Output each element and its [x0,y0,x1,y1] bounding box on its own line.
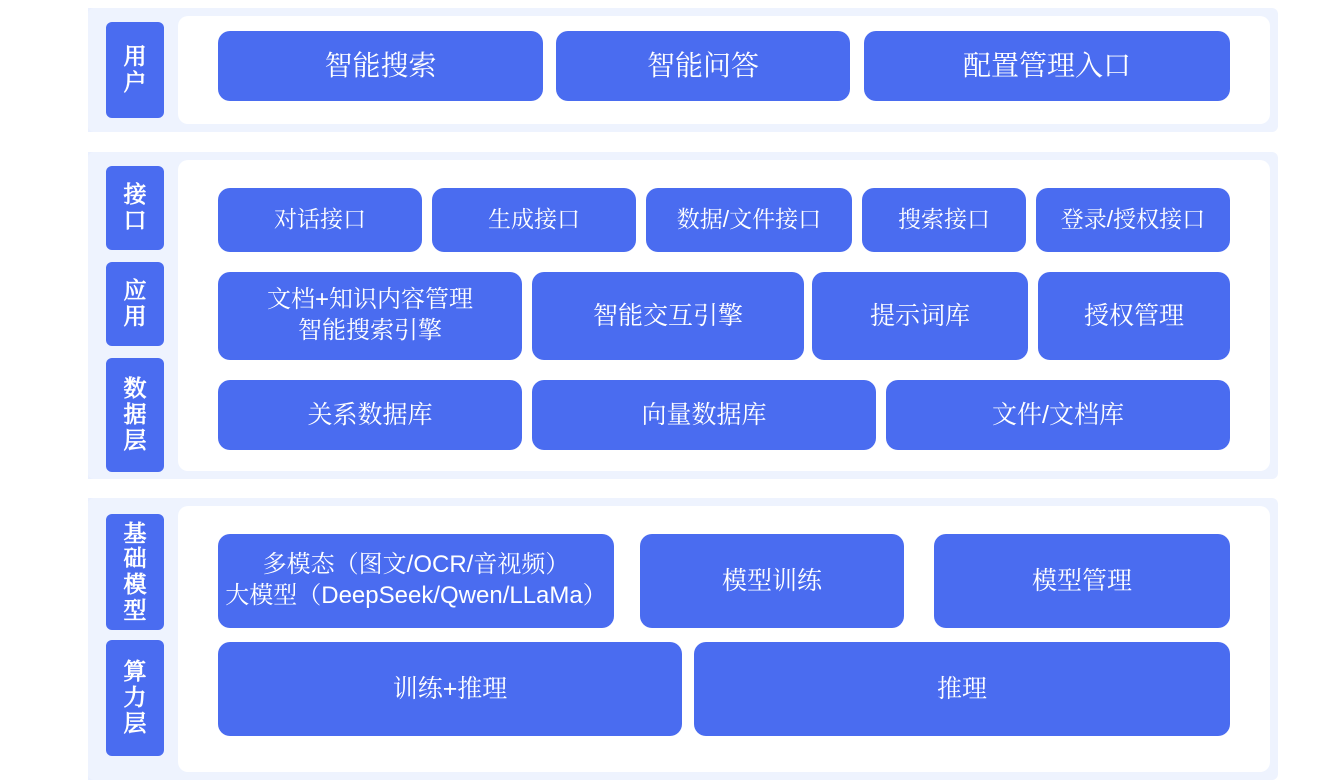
block-dialog-api[interactable] [218,188,422,252]
block-label-line-1: 多模态（图文/OCR/音视频） [262,551,570,579]
layer-label-foundation-model [106,514,164,630]
block-label: 数据/文件接口 [676,206,822,233]
block-search-api[interactable] [862,188,1026,252]
block-model-management[interactable] [934,534,1230,628]
block-prompt-library[interactable] [812,272,1028,360]
layer-label-interface [106,166,164,250]
block-data-file-api[interactable] [646,188,852,252]
block-label-line-2: 大模型（DeepSeek/Qwen/LLaMa） [225,582,607,609]
block-relational-database[interactable] [218,380,522,450]
layer-label-application [106,262,164,346]
block-interaction-engine[interactable] [532,272,804,360]
layer-label-user-text: 用户 [123,43,147,95]
block-label: 配置管理入口 [962,49,1131,81]
block-label: 提示词库 [869,301,970,330]
layer-label-foundation-model-text: 基础模型 [123,519,147,623]
block-label: 关系数据库 [307,400,433,429]
block-inference[interactable] [694,642,1230,736]
block-label: 向量数据库 [641,400,767,429]
block-training-and-inference[interactable] [218,642,682,736]
block-label: 文件/文档库 [992,400,1124,429]
block-login-auth-api[interactable] [1036,188,1230,252]
layer-label-interface-text: 接口 [123,181,147,233]
block-authorization-management[interactable] [1038,272,1230,360]
block-label: 智能搜索 [324,49,437,81]
block-vector-database[interactable] [532,380,876,450]
layer-label-compute [106,640,164,756]
layer-label-data-text: 数据层 [123,375,147,453]
block-label: 模型训练 [721,566,822,595]
layer-label-data [106,358,164,472]
block-label-line-2: 智能搜索引擎 [298,317,442,344]
block-label: 智能交互引擎 [592,301,743,330]
layer-label-compute-text: 算力层 [123,658,147,736]
block-label: 授权管理 [1083,301,1184,330]
block-label: 生成接口 [488,206,580,233]
block-label: 训练+推理 [392,674,508,703]
block-label: 智能问答 [646,49,759,81]
block-multimodal-large-model[interactable] [218,534,614,628]
layer-label-application-text: 应用 [123,277,147,329]
block-config-management-entry[interactable] [864,31,1230,101]
block-intelligent-qa[interactable] [556,31,850,101]
block-intelligent-search[interactable] [218,31,543,101]
block-label: 对话接口 [274,206,366,233]
block-file-document-store[interactable] [886,380,1230,450]
block-label: 模型管理 [1031,566,1132,595]
block-model-training[interactable] [640,534,904,628]
block-doc-knowledge-and-search-engine[interactable] [218,272,522,360]
block-label-line-1: 文档+知识内容管理 [266,286,473,314]
block-label: 登录/授权接口 [1060,206,1206,233]
layer-label-user [106,22,164,118]
block-label: 推理 [936,674,987,703]
block-generation-api[interactable] [432,188,636,252]
block-label: 搜索接口 [898,206,990,233]
